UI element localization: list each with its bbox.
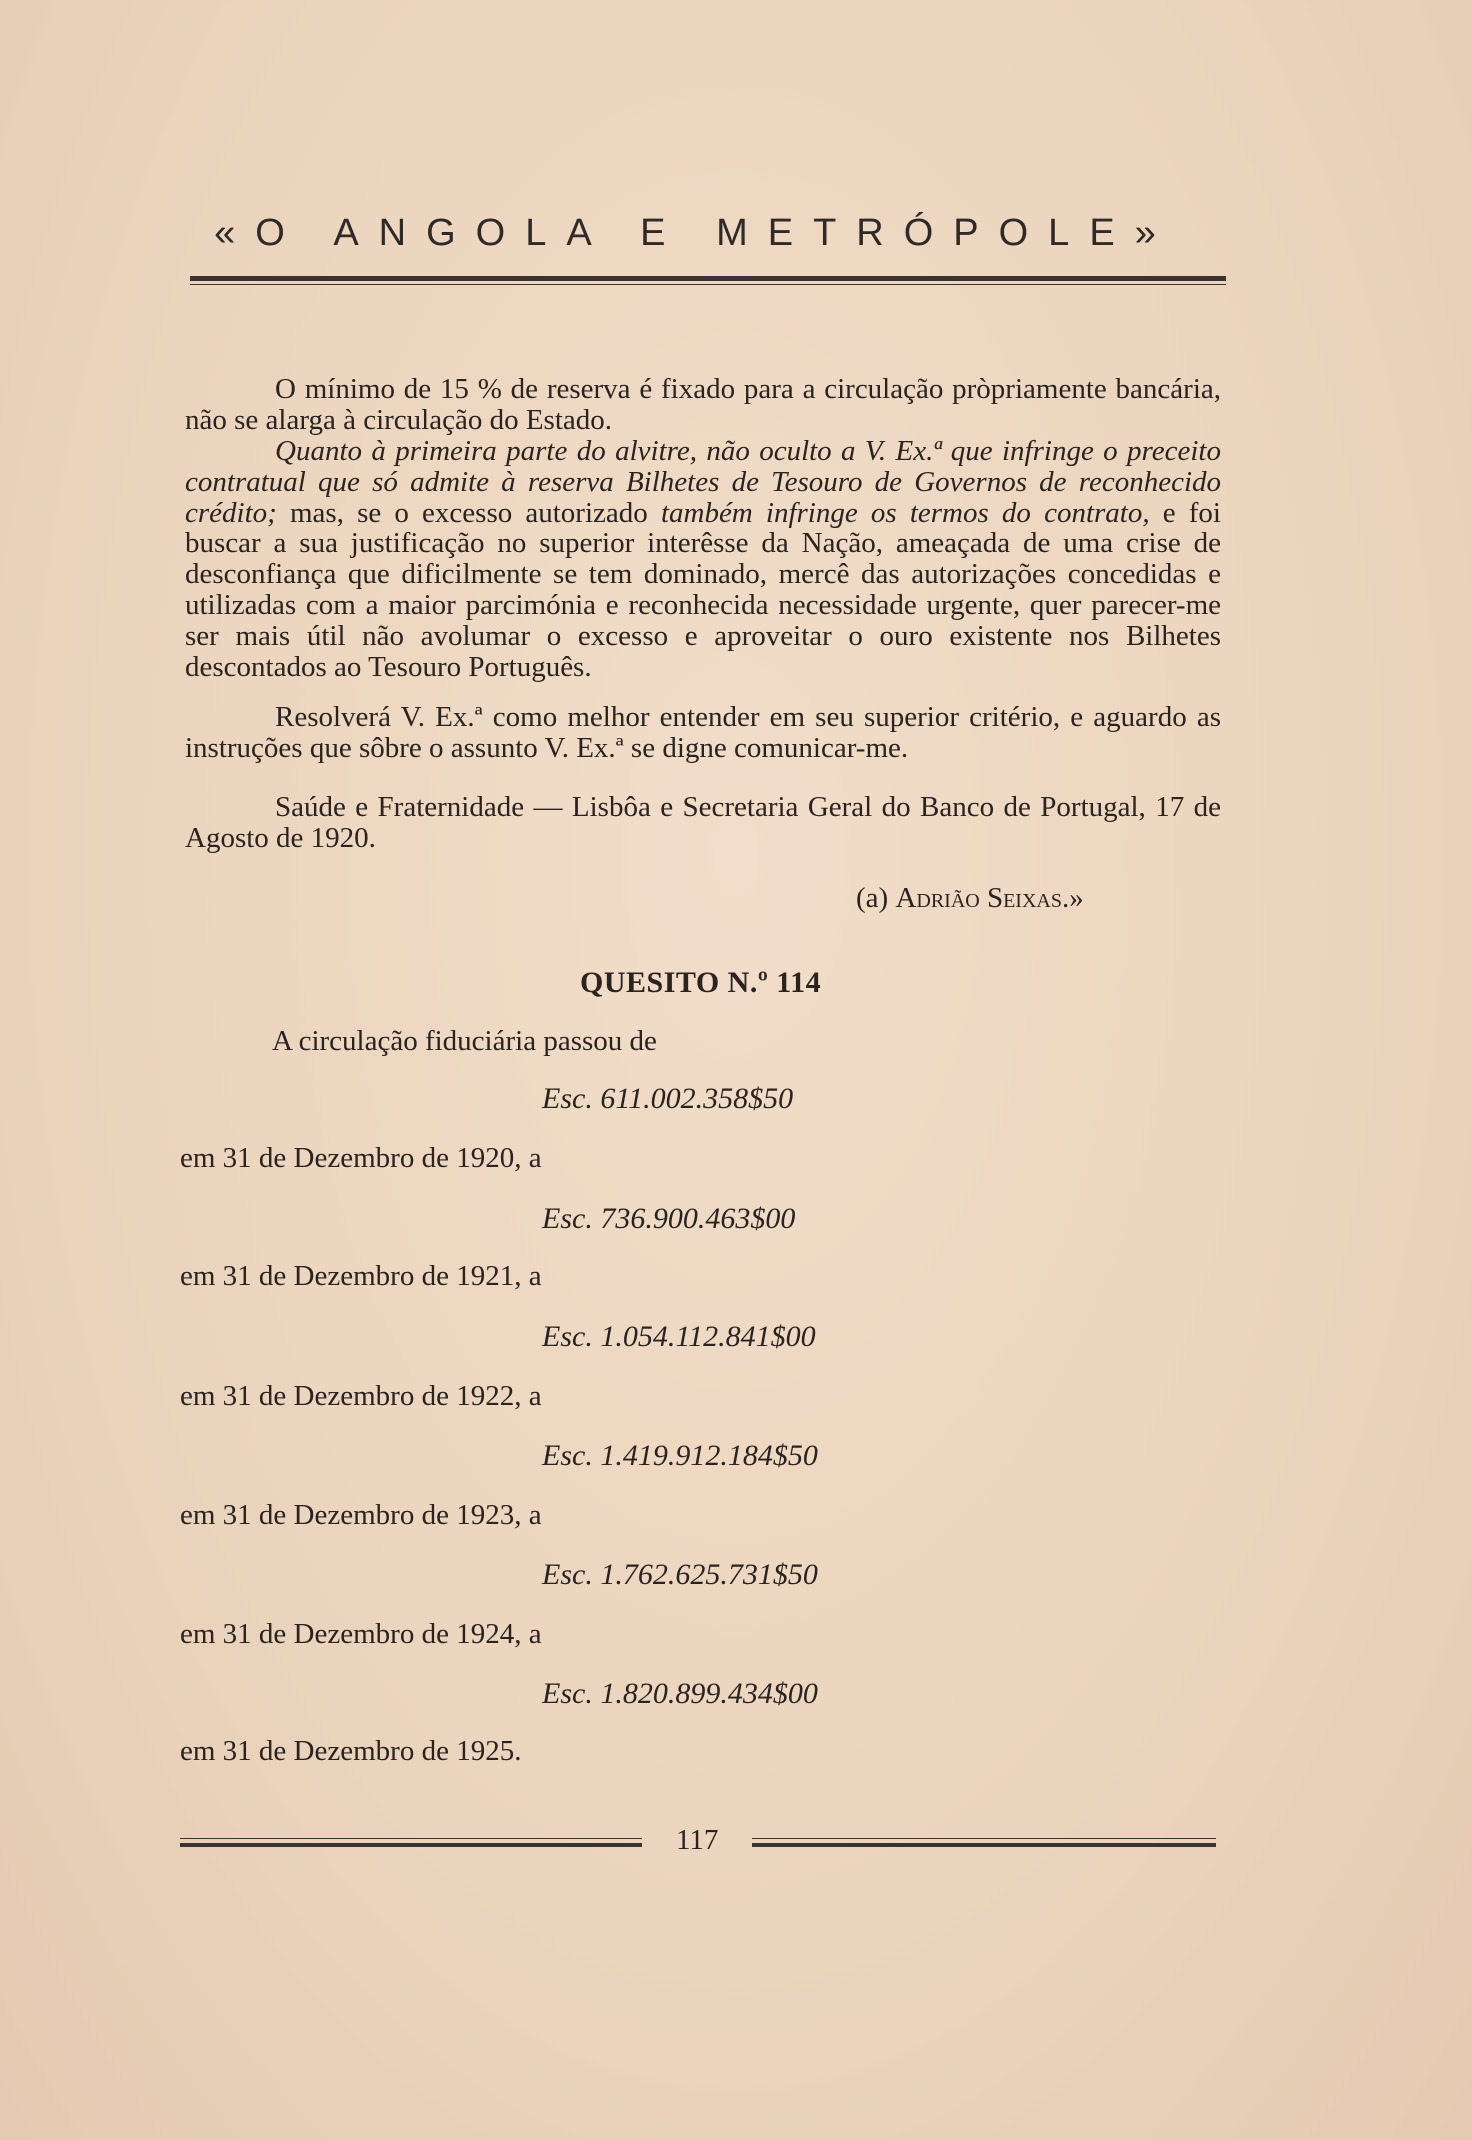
paragraph-reserve (185, 374, 1221, 436)
date-1924: em 31 de Dezembro de 1924, a (180, 1618, 542, 1650)
amount-1921: Esc. 736.900.463$00 (542, 1202, 796, 1235)
header-rule-thin (190, 284, 1226, 285)
running-head: «O ANGOLA E METRÓPOLE» (214, 212, 1176, 254)
paragraph-reserve-text: O mínimo de 15 % de reserva é fixado para a circulação pròpriamente bancária, não se alarga à circulação do Estado. (185, 373, 1221, 436)
footer-rule-left (180, 1843, 642, 1847)
quesito-intro: A circulação fiduciária passou de (272, 1025, 657, 1057)
date-1923: em 31 de Dezembro de 1923, a (180, 1499, 542, 1531)
signature (856, 881, 1084, 915)
signature-name: Adrião Seixas.» (895, 882, 1084, 914)
paragraph-contract (185, 436, 1221, 682)
date-1921: em 31 de Dezembro de 1921, a (180, 1260, 542, 1292)
footer-rule-left-thin (180, 1838, 642, 1839)
footer-rule-right-thin (752, 1838, 1216, 1839)
header-rule (190, 276, 1226, 281)
paragraph-resolve-text: Resolverá V. Ex.ª como melhor entender em seu superior critério, e aguardo as instruções que sôbre o assunto V. Ex.ª se digne comunicar-me. (185, 701, 1221, 764)
amount-1924: Esc. 1.762.625.731$50 (542, 1558, 818, 1591)
contract-roman-2: e foi buscar a sua justificação no superior interêsse da Nação, ameaçada de uma crise de desconfiança que dificilmente se tem dominado, mercê das autorizações concedidas e utilizadas com a maior parcimónia e reconhecida necessidade urgente, quer parecer-me ser mais útil não avolumar o excesso e aproveitar o ouro existente nos Bilhetes descontados ao Tesouro Português. (185, 496, 1221, 683)
date-1920: em 31 de Dezembro de 1920, a (180, 1142, 542, 1174)
amount-1925: Esc. 1.820.899.434$00 (542, 1677, 818, 1710)
contract-roman-1: mas, se o excesso autorizado (276, 496, 661, 529)
contract-italic-2: também infringe os termos do contrato, (660, 496, 1150, 529)
footer-rule-right (752, 1843, 1216, 1847)
paragraph-closing (185, 792, 1221, 854)
amount-1923: Esc. 1.419.912.184$50 (542, 1439, 818, 1472)
contract-italic-1: Quanto à primeira parte do alvitre, não oculto a V. Ex.ª que infringe o preceito contratual que só admite à reserva Bilhetes de Tesouro de Governos de reconhecido crédito; (185, 435, 1221, 529)
amount-1920: Esc. 611.002.358$50 (542, 1082, 794, 1115)
paragraph-resolve (185, 702, 1221, 764)
date-1925: em 31 de Dezembro de 1925. (180, 1735, 522, 1767)
signature-prefix: (a) (856, 882, 896, 914)
paragraph-closing-text: Saúde e Fraternidade — Lisbôa e Secretaria Geral do Banco de Portugal, 17 de Agosto de 1920. (185, 791, 1221, 854)
amount-1922: Esc. 1.054.112.841$00 (542, 1320, 816, 1353)
section-heading: QUESITO N.º 114 (580, 966, 822, 999)
date-1922: em 31 de Dezembro de 1922, a (180, 1380, 542, 1412)
page-number: 117 (676, 1824, 719, 1856)
